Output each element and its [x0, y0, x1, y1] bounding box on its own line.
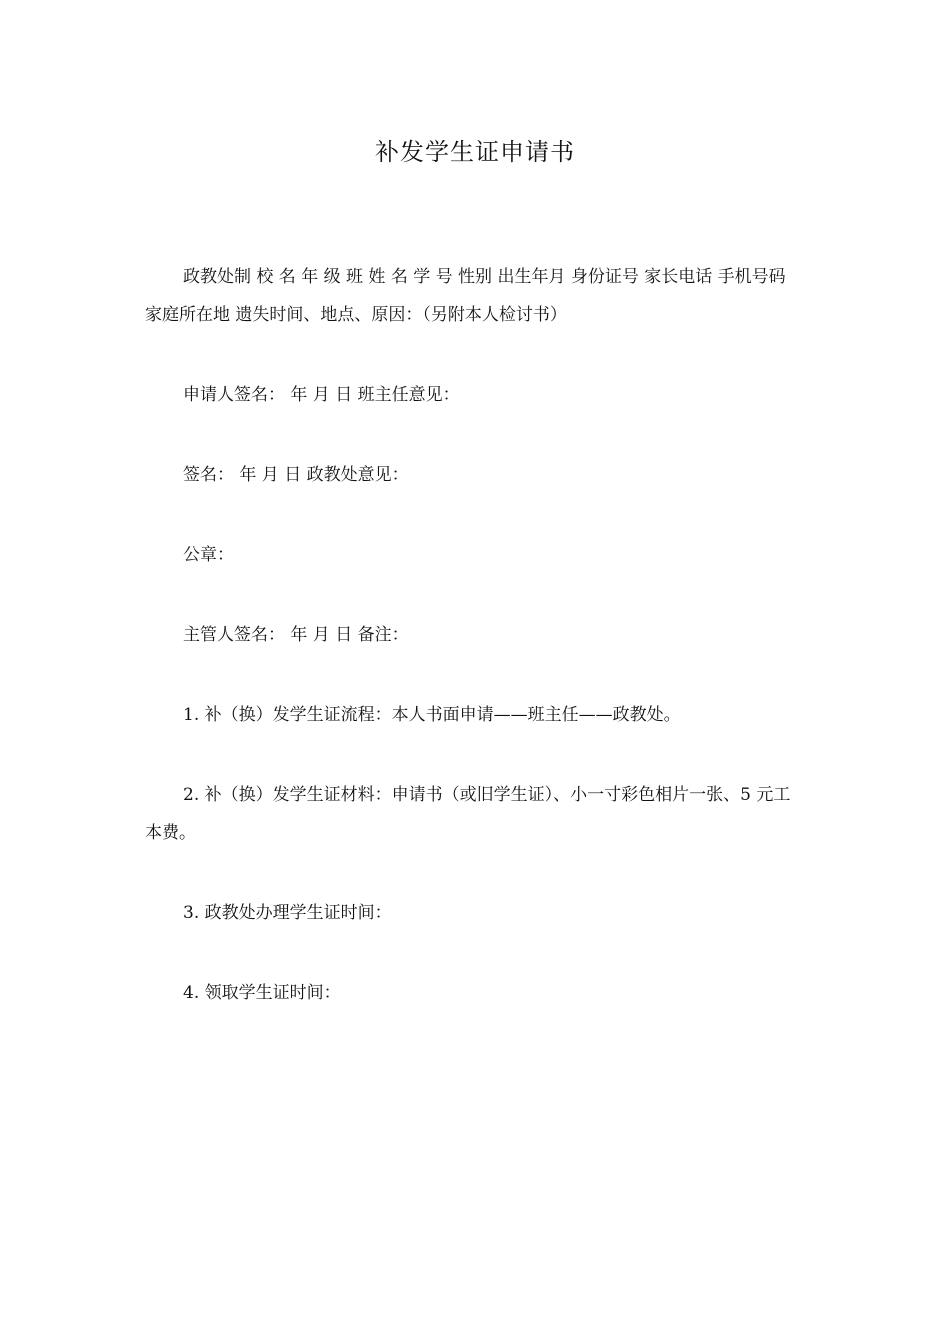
supervisor-signature-line: 主管人签名： 年 月 日 备注：: [183, 625, 409, 645]
teacher-signature-line: 签名： 年 月 日 政教处意见：: [183, 465, 409, 485]
note-item-4: 4. 领取学生证时间：: [183, 983, 341, 1003]
note-item-2: 2. 补（换）发学生证材料：申请书（或旧学生证）、小一寸彩色相片一张、5 元工本费。: [145, 785, 791, 843]
note-item-3: 3. 政教处办理学生证时间：: [183, 903, 392, 923]
note-item-1: 1. 补（换）发学生证流程：本人书面申请——班主任——政教处。: [183, 705, 681, 725]
form-fields-paragraph: 政教处制 校 名 年 级 班 姓 名 学 号 性别 出生年月 身份证号 家长电话 手机号码 家庭所在地 遗失时间、地点、原因：（另附本人检讨书）: [145, 267, 786, 325]
official-seal-line: 公章：: [183, 545, 234, 565]
document-title: 补发学生证申请书: [375, 138, 575, 166]
document-body: [145, 258, 807, 1054]
applicant-signature-line: 申请人签名： 年 月 日 班主任意见：: [183, 385, 460, 405]
